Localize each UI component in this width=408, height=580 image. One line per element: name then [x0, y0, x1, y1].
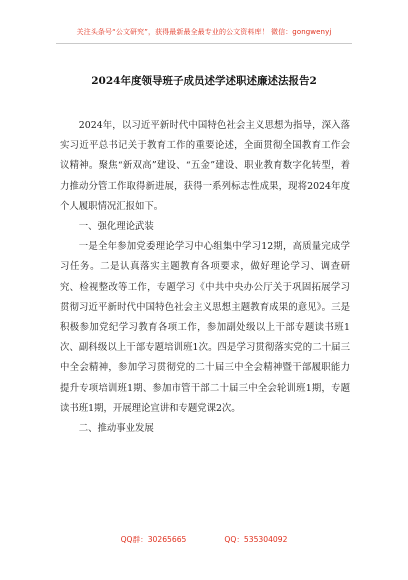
section-heading-development: 二、推动事业发展	[78, 423, 154, 435]
document-title: 2024年度领导班子成员述学述职述廉述法报告2	[91, 75, 317, 87]
qq-group-number: QQ群：30265665	[120, 535, 187, 544]
section-heading-theory: 一、强化理论武装	[78, 221, 154, 233]
header-divider	[56, 43, 352, 44]
header-notice: 关注头条号“公文研究”，获得最新最全最专业的公文资料库！ 微信：gongwenyj	[76, 28, 332, 36]
intro-paragraph: 2024年，以习近平新时代中国特色社会主义思想为指导，深入落实习近平总书记关于教育工作的重要论述，全面贯彻全国教育工作会议精神。聚焦“新双高”建设、“五金”建设、职业教育数字化转型，着力推动分管工作取得新进展，获得一系列标志性成果，现将2024年度个人履职情况汇报如下。	[60, 120, 350, 212]
qq-number: QQ：535304092	[224, 535, 288, 544]
document-body	[60, 116, 350, 439]
theory-paragraph: 一是全年参加党委理论学习中心组集中学习12期，高质量完成学习任务。二是认真落实主题教育各项要求，做好理论学习、调查研究、检视整改等工作，专题学习《中共中央办公厅关于巩固拓展学习贯彻习近平新时代中国特色社会主义思想主题教育成果的意见》。三是积极参加党纪学习教育各项工作，参加副处级以上干部专题读书班1次、副科级以上干部专题培训班1次。四是学习贯彻落实党的二十届三中全会精神，参加学习贯彻党的二十届三中全会精神暨干部履职能力提升专项培训班1期、参加市管干部二十届三中全会轮训班1期，专题读书班1期，开展理论宣讲和专题党课2次。	[60, 241, 350, 414]
footer-contact	[0, 534, 408, 545]
